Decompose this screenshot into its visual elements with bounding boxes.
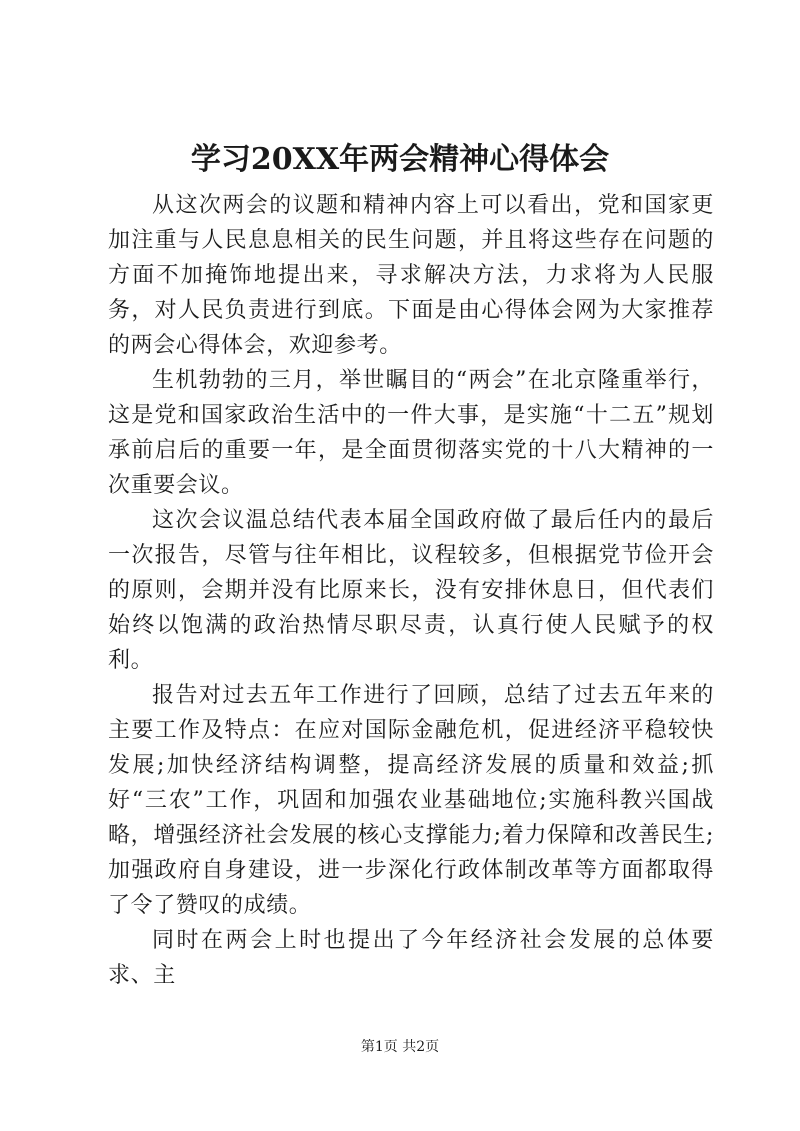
paragraph-2: 生机勃勃的三月，举世瞩目的“两会”在北京隆重举行，这是党和国家政治生活中的一件大事，是实施“十二五”规划承前启后的重要一年，是全面贯彻落实党的十八大精神的一次重要会议。 bbox=[108, 368, 714, 498]
paragraph-3: 这次会议温总结代表本届全国政府做了最后任内的最后一次报告，尽管与往年相比，议程较多，但根据党节俭开会的原则，会期并没有比原来长，没有安排休息日，但代表们始终以饱满的政治热情尽职尽责，认真行使人民赋予的权利。 bbox=[108, 508, 714, 673]
paragraph-4: 报告对过去五年工作进行了回顾，总结了过去五年来的主要工作及特点：在应对国际金融危机，促进经济平稳较快发展;加快经济结构调整，提高经济发展的质量和效益;抓好“三农”工作，巩固和加强农业基础地位;实施科教兴国战略，增强经济社会发展的核心支撑能力;着力保障和改善民生;加强政府自身建设，进一步深化行政体制改革等方面都取得了令了赞叹的成绩。 bbox=[108, 683, 714, 918]
paragraph-5: 同时在两会上时也提出了今年经济社会发展的总体要求、主 bbox=[108, 928, 714, 988]
document-body bbox=[108, 188, 714, 993]
page-number-footer: 第1页 共2页 bbox=[360, 1039, 440, 1055]
document-title: 学习20XX年两会精神心得体会 bbox=[190, 142, 610, 177]
paragraph-1: 从这次两会的议题和精神内容上可以看出，党和国家更加注重与人民息息相关的民生问题，并且将这些存在问题的方面不加掩饰地提出来，寻求解决方法，力求将为人民服务，对人民负责进行到底。下面是由心得体会网为大家推荐的两会心得体会，欢迎参考。 bbox=[108, 193, 714, 358]
